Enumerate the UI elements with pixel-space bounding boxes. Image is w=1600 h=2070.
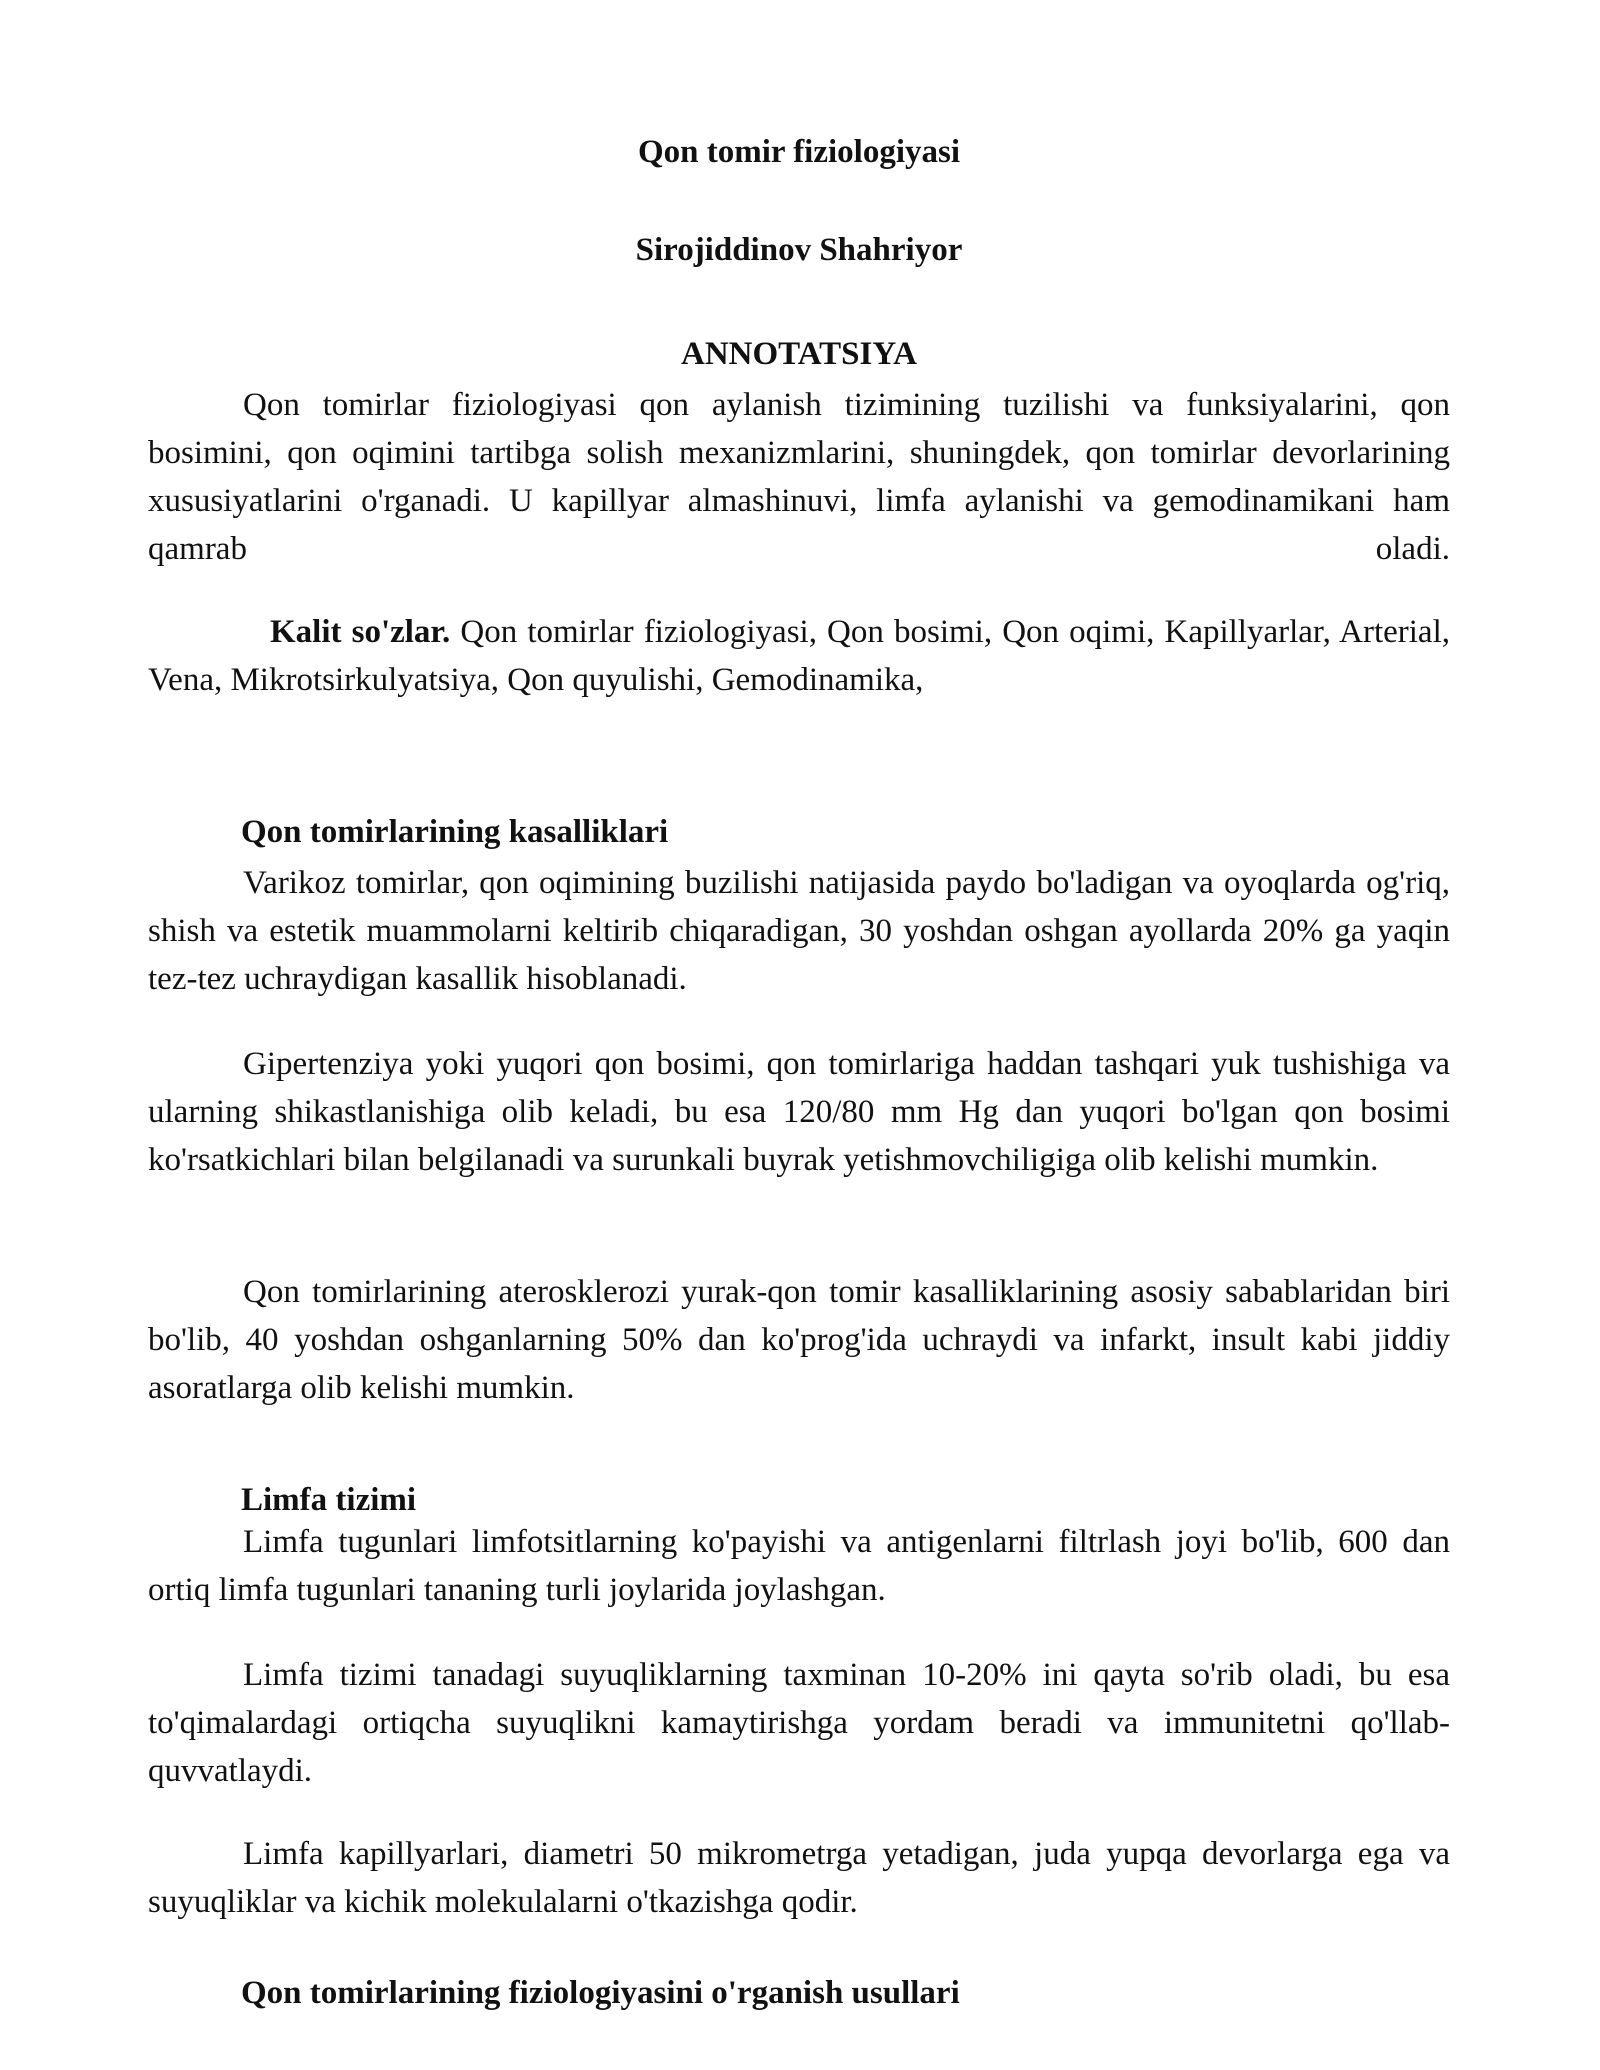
section-heading-lymph-system: Limfa tizimi [241,1482,417,1518]
paragraph-lymph-nodes: Limfa tugunlari limfotsitlarning ko'payishi va antigenlarni filtrlash joyi bo'lib, 600 dan ortiq limfa tugunlari tananing turli joylarida joylashgan. [148,1524,1450,1608]
paragraph-hypertension: Gipertenziya yoki yuqori qon bosimi, qon tomirlariga haddan tashqari yuk tushishiga va ularning shikastlanishiga olib keladi, bu esa 120/80 mm Hg dan yuqori bo'lgan qon bosimi ko'rsatkichlari bilan belgilanadi va surunkali buyrak yetishmovchiligiga olib kelishi mumkin. [148,1046,1450,1178]
annotation-paragraph: Qon tomirlar fiziologiyasi qon aylanish tizimining tuzilishi va funksiyalarini, qon bosimini, qon oqimini tartibga solish mexanizmlarini, shuningdek, qon tomirlar devorlarining xususiyatlarini o'rganadi. U kapillyar almashinuvi, limfa aylanishi va gemodinamikani ham qamrab oladi. [148,387,1450,567]
section-heading-study-methods: Qon tomirlarining fiziologiyasini o'rganish usullari [241,1975,960,2011]
author-name: Sirojiddinov Shahriyor [635,232,963,268]
paragraph-lymph-fluid: Limfa tizimi tanadagi suyuqliklarning taxminan 10-20% ini qayta so'rib oladi, bu esa to'qimalardagi ortiqcha suyuqlikni kamaytirishga yordam beradi va immunitetni qo'llab-quvvatlaydi. [148,1657,1450,1789]
document-title: Qon tomir fiziologiyasi [637,134,961,170]
paragraph-atherosclerosis: Qon tomirlarining aterosklerozi yurak-qon tomir kasalliklarining asosiy sabablaridan biri bo'lib, 40 yoshdan oshganlarning 50% dan ko'prog'ida uchraydi va infarkt, insult kabi jiddiy asoratlarga olib kelishi mumkin. [148,1274,1450,1406]
keywords-paragraph [148,608,1450,704]
keywords-label: Kalit so'zlar. [270,614,451,650]
keywords-text: Qon tomirlar fiziologiyasi, Qon bosimi, Qon oqimi, Kapillyarlar, Arterial, Vena, Mikrotsirkulyatsiya, Qon quyulishi, Gemodinamika, [148,614,1450,698]
paragraph-lymph-capillaries: Limfa kapillyarlari, diametri 50 mikrometrga yetadigan, juda yupqa devorlarga ega va suyuqliklar va kichik molekulalarni o'tkazishga qodir. [148,1836,1450,1920]
paragraph-varicose: Varikoz tomirlar, qon oqimining buzilishi natijasida paydo bo'ladigan va oyoqlarda og'riq, shish va estetik muammolarni keltirib chiqaradigan, 30 yoshdan oshgan ayollarda 20% ga yaqin tez-tez uchraydigan kasallik hisoblanadi. [148,865,1450,997]
annotation-heading: ANNOTATSIYA [681,336,917,372]
section-heading-vascular-diseases: Qon tomirlarining kasalliklari [241,814,669,850]
